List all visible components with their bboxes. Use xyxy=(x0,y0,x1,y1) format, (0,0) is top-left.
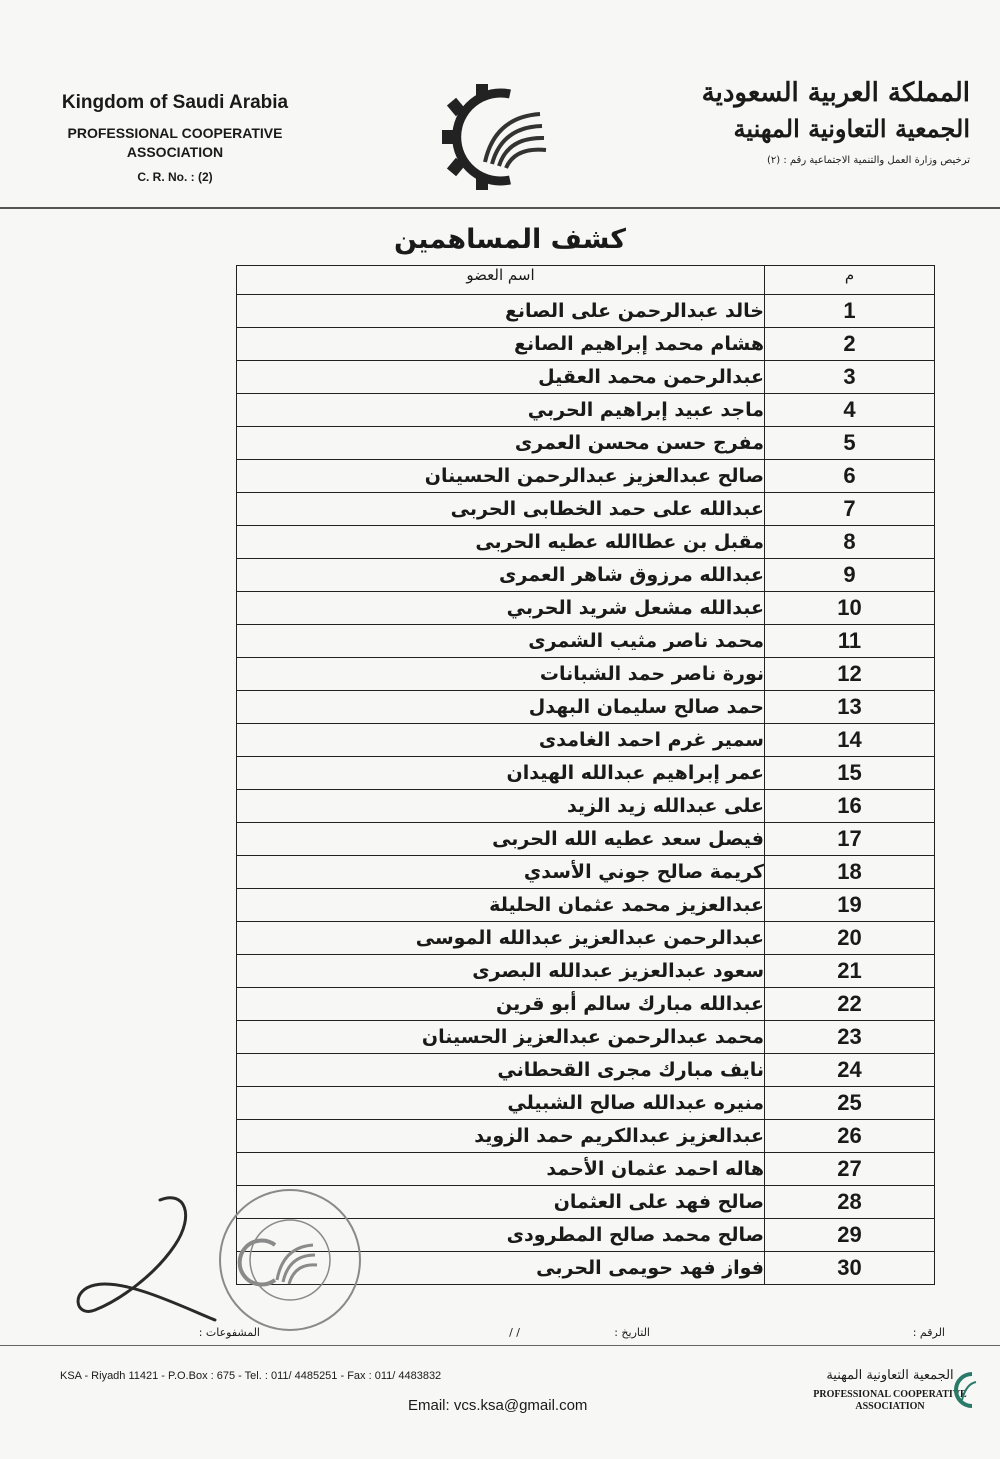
member-name: عمر إبراهيم عبدالله الهيدان xyxy=(237,757,765,790)
member-number: 17 xyxy=(765,823,935,856)
member-name: مقبل بن عطاالله عطيه الحربى xyxy=(237,526,765,559)
table-row xyxy=(237,922,935,955)
association-stamp xyxy=(215,1185,365,1335)
member-name: ماجد عبيد إبراهيم الحربي xyxy=(237,394,765,427)
date-label: التاريخ : xyxy=(614,1326,650,1339)
member-number: 8 xyxy=(765,526,935,559)
country-name-ar: المملكة العربية السعودية xyxy=(701,78,970,108)
table-row xyxy=(237,460,935,493)
footer-fields xyxy=(0,1318,1000,1348)
table-row xyxy=(237,625,935,658)
member-name: فواز فهد حويمى الحربى xyxy=(237,1252,765,1285)
table-row xyxy=(237,295,935,328)
members-table xyxy=(236,265,935,1285)
member-number: 21 xyxy=(765,955,935,988)
header-english xyxy=(40,92,310,184)
member-number: 2 xyxy=(765,328,935,361)
member-number: 5 xyxy=(765,427,935,460)
member-name: عبدالله مشعل شريد الحربي xyxy=(237,592,765,625)
table-row xyxy=(237,1054,935,1087)
member-name: كريمة صالح جوني الأسدي xyxy=(237,856,765,889)
member-name: سعود عبدالعزيز عبدالله البصرى xyxy=(237,955,765,988)
table-row xyxy=(237,757,935,790)
member-number: 6 xyxy=(765,460,935,493)
member-number: 22 xyxy=(765,988,935,1021)
table-row xyxy=(237,592,935,625)
table-header-row xyxy=(237,266,935,295)
member-name: محمد ناصر مثيب الشمرى xyxy=(237,625,765,658)
member-number: 9 xyxy=(765,559,935,592)
member-name: حمد صالح سليمان البهدل xyxy=(237,691,765,724)
table-row xyxy=(237,559,935,592)
number-column-header: م xyxy=(765,266,935,295)
member-number: 16 xyxy=(765,790,935,823)
country-name: Kingdom of Saudi Arabia xyxy=(61,92,289,113)
header-divider xyxy=(0,207,1000,209)
member-name: سمير غرم احمد الغامدى xyxy=(237,724,765,757)
member-number: 11 xyxy=(765,625,935,658)
member-number: 1 xyxy=(765,295,935,328)
table-row xyxy=(237,1153,935,1186)
table-row xyxy=(237,955,935,988)
member-number: 10 xyxy=(765,592,935,625)
member-number: 27 xyxy=(765,1153,935,1186)
email-address: Email: vcs.ksa@gmail.com xyxy=(408,1397,588,1414)
member-number: 7 xyxy=(765,493,935,526)
number-label: الرقم : xyxy=(912,1326,945,1339)
member-name: صالح فهد على العثمان xyxy=(237,1186,765,1219)
member-name: محمد عبدالرحمن عبدالعزيز الحسينان xyxy=(237,1021,765,1054)
member-name: عبدالعزيز عبدالكريم حمد الزويد xyxy=(237,1120,765,1153)
member-name: عبدالله مبارك سالم أبو قرين xyxy=(237,988,765,1021)
member-name: هشام محمد إبراهيم الصانع xyxy=(237,328,765,361)
footer-logo-english: PROFESSIONAL COOPERATIVE ASSOCIATION xyxy=(813,1389,967,1412)
table-row xyxy=(237,427,935,460)
table-row xyxy=(237,1021,935,1054)
member-name: هاله احمد عثمان الأحمد xyxy=(237,1153,765,1186)
header-arabic xyxy=(640,78,970,166)
member-number: 15 xyxy=(765,757,935,790)
table-row xyxy=(237,823,935,856)
name-column-header: اسم العضو xyxy=(237,266,765,295)
member-name: نورة ناصر حمد الشبانات xyxy=(237,658,765,691)
member-name: عبدالرحمن محمد العقيل xyxy=(237,361,765,394)
association-name-ar: الجمعية التعاونية المهنية xyxy=(733,114,970,143)
member-number: 26 xyxy=(765,1120,935,1153)
table-row xyxy=(237,526,935,559)
member-number: 30 xyxy=(765,1252,935,1285)
member-name: خالد عبدالرحمن على الصانع xyxy=(237,295,765,328)
member-name: نايف مبارك مجرى القحطاني xyxy=(237,1054,765,1087)
footer-logo-arabic: الجمعية التعاونية المهنية xyxy=(826,1368,954,1383)
table-row xyxy=(237,394,935,427)
member-name: مفرج حسن محسن العمرى xyxy=(237,427,765,460)
footer-divider xyxy=(0,1345,1000,1346)
member-name: منيره عبدالله صالح الشبيلي xyxy=(237,1087,765,1120)
member-name: فيصل سعد عطيه الله الحربى xyxy=(237,823,765,856)
association-name: PROFESSIONAL COOPERATIVE ASSOCIATION xyxy=(67,125,283,160)
member-number: 24 xyxy=(765,1054,935,1087)
member-number: 4 xyxy=(765,394,935,427)
attachments-label: المشفوعات : xyxy=(198,1326,260,1339)
table-row xyxy=(237,493,935,526)
table-row xyxy=(237,328,935,361)
license-line: ترخيص وزارة العمل والتنمية الاجتماعية رقم : (٢) xyxy=(766,155,970,166)
association-logo xyxy=(440,82,550,192)
member-number: 25 xyxy=(765,1087,935,1120)
member-name: عبدالله على حمد الخطابى الحربى xyxy=(237,493,765,526)
table-row xyxy=(237,1087,935,1120)
document-title: كشف المساهمين xyxy=(394,224,626,255)
member-name: صالح عبدالعزيز عبدالرحمن الحسينان xyxy=(237,460,765,493)
member-number: 18 xyxy=(765,856,935,889)
table-row xyxy=(237,1120,935,1153)
table-row xyxy=(237,361,935,394)
date-separators: / / xyxy=(509,1326,520,1339)
registration-number: C. R. No. : (2) xyxy=(137,169,213,184)
member-name: على عبدالله زيد الزيد xyxy=(237,790,765,823)
footer-logo xyxy=(790,1368,990,1413)
table-row xyxy=(237,889,935,922)
member-number: 19 xyxy=(765,889,935,922)
member-number: 28 xyxy=(765,1186,935,1219)
member-number: 23 xyxy=(765,1021,935,1054)
table-row xyxy=(237,658,935,691)
member-name: عبدالعزيز محمد عثمان الحليلة xyxy=(237,889,765,922)
member-number: 29 xyxy=(765,1219,935,1252)
member-name: صالح محمد صالح المطرودى xyxy=(237,1219,765,1252)
member-number: 14 xyxy=(765,724,935,757)
member-number: 3 xyxy=(765,361,935,394)
member-name: عبدالله مرزوق شاهر العمرى xyxy=(237,559,765,592)
contact-info: KSA - Riyadh 11421 - P.O.Box : 675 - Tel. : 011/ 4485251 - Fax : 011/ 4483832 xyxy=(60,1370,442,1382)
table-row xyxy=(237,988,935,1021)
member-number: 20 xyxy=(765,922,935,955)
table-row xyxy=(237,724,935,757)
member-number: 12 xyxy=(765,658,935,691)
table-row xyxy=(237,856,935,889)
table-row xyxy=(237,691,935,724)
table-row xyxy=(237,790,935,823)
member-number: 13 xyxy=(765,691,935,724)
footer-logo-icon xyxy=(950,1370,978,1410)
member-name: عبدالرحمن عبدالعزيز عبدالله الموسى xyxy=(237,922,765,955)
